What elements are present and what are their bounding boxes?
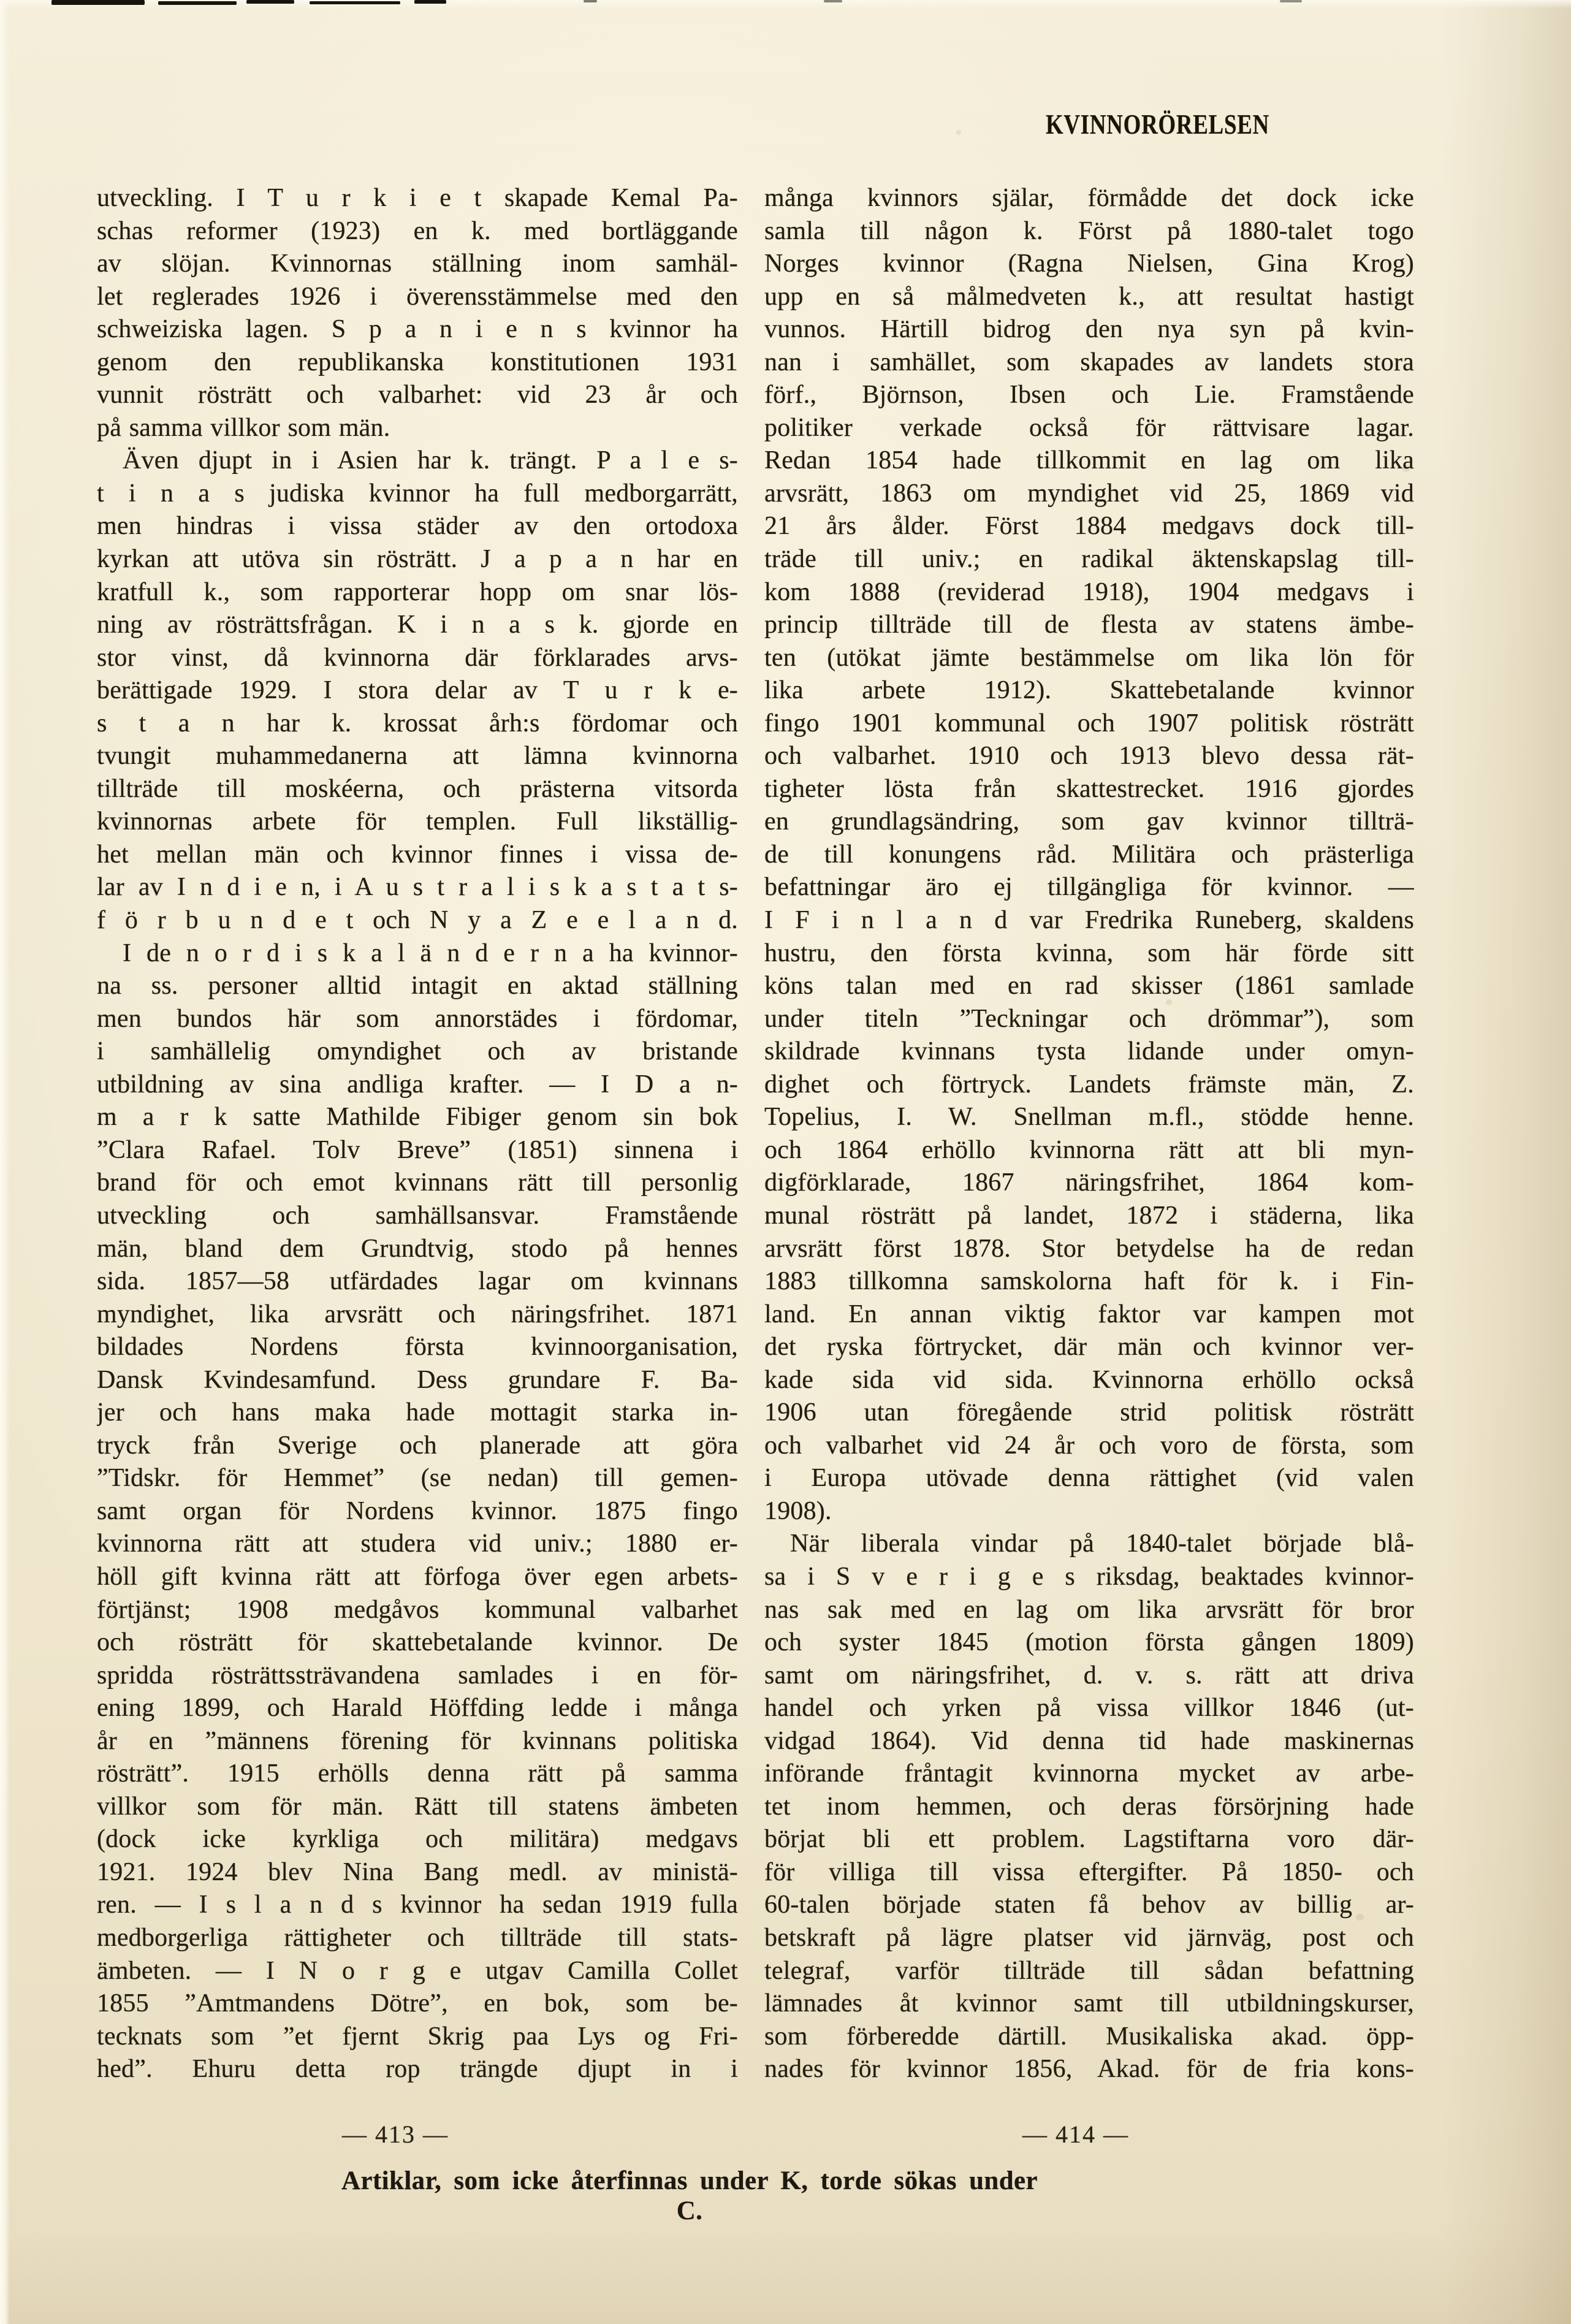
text-line: princip tillträde till de flesta av statens ämbe- [764,611,1414,639]
text-line: het mellan män och kvinnor finnes i vissa de- [97,840,738,869]
text-line: men bundos här som annorstädes i fördomar, [97,1004,738,1033]
text-line: träde till univ.; en radikal äktenskapslag till- [764,545,1414,574]
text-line: på samma villkor som män. [97,413,390,442]
scan-artifact-dash [310,1,400,4]
text-line: tet inom hemmen, och deras försörjning hade [764,1792,1414,1821]
text-line: samla till någon k. Först på 1880-talet togo [764,216,1414,245]
text-line: ren. — I s l a n d s kvinnor ha sedan 1919 fulla [97,1891,738,1919]
footer-note: Artiklar, som icke återfinnas under K, torde sökas under C. [341,2166,1038,2225]
text-line: vunnit rösträtt och valbarhet: vid 23 år och [97,381,738,410]
page-number-left: — 413 — [342,2120,449,2148]
text-line: samt om näringsfrihet, d. v. s. rätt att driva [764,1661,1414,1690]
text-line: fingo 1901 kommunal och 1907 politisk rösträtt [764,709,1414,737]
text-line: När liberala vindar på 1840-talet började blå- [790,1530,1414,1558]
text-line: tecknats som ”et fjernt Skrig paa Lys og Fri- [97,2022,738,2051]
page-number-right: — 414 — [1022,2120,1129,2148]
text-line: sida. 1857—58 utfärdades lagar om kvinnans [97,1267,738,1296]
text-line: Norges kvinnor (Ragna Nielsen, Gina Krog) [764,250,1414,278]
text-line: rösträtt”. 1915 erhölls denna rätt på samma [97,1759,738,1788]
text-line: utveckling. I T u r k i e t skapade Kemal Pa- [97,184,738,212]
scan-artifact-dash [246,0,294,4]
text-line: och valbarhet. 1910 och 1913 blevo dessa rät- [764,742,1414,771]
text-line: det ryska förtrycket, där män och kvinnor ver- [764,1333,1414,1362]
text-line: digförklarade, 1867 näringsfrihet, 1864 kom- [764,1168,1414,1197]
text-line: utbildning av sina andliga krafter. — I D a n- [97,1070,738,1099]
text-line: hustru, den första kvinna, som här förde sitt [764,939,1414,967]
scan-artifact-dash [158,1,237,5]
text-line: hed”. Ehuru detta rop trängde djupt in i [97,2055,738,2084]
text-line: spridda rösträttssträvandena samlades i en för- [97,1661,738,1690]
text-line: år en ”männens förening för kvinnans politiska [97,1726,738,1755]
text-line: berättigade 1929. I stora delar av T u r k e- [97,676,738,705]
text-line: i samhällelig omyndighet och av bristande [97,1037,738,1066]
text-line: tillträde till moskéerna, och prästerna vitsorda [97,774,738,803]
scan-artifact-dash [51,0,145,5]
text-line: kratfull k., som rapporterar hopp om snar lös- [97,577,738,606]
text-line: telegraf, varför tillträde till sådan befattning [764,1956,1414,1985]
text-line: t i n a s judiska kvinnor ha full medborgarrätt, [97,479,738,508]
text-line: 1855 ”Amtmandens Dötre”, en bok, som be- [97,1989,738,2018]
text-line: höll gift kvinna rätt att förfoga över egen arbets- [97,1562,738,1591]
text-line: na ss. personer alltid intagit en aktad ställning [97,972,738,1000]
text-line: lika arbete 1912). Skattebetalande kvinnor [764,676,1414,705]
page-curvature-shade [1442,0,1571,2324]
text-line: förtjänst; 1908 medgåvos kommunal valbarhet [97,1595,738,1624]
text-line: tigheter lösta från skattestrecket. 1916 gjordes [764,774,1414,803]
text-line: betskraft på lägre platser vid järnväg, post och [764,1923,1414,1952]
text-line: Topelius, I. W. Snellman m.fl., stödde henne. [764,1103,1414,1132]
text-line: av slöjan. Kvinnornas ställning inom samhäl- [97,250,738,278]
text-line: och 1864 erhöllo kvinnorna rätt att bli myn- [764,1135,1414,1164]
text-line: börjat bli ett problem. Lagstiftarna voro där- [764,1825,1414,1854]
text-line: lar av I n d i e n, i A u s t r a l i s k a s t a t s- [97,873,738,902]
text-line: brand för och emot kvinnans rätt till personlig [97,1168,738,1197]
text-line: I F i n l a n d var Fredrika Runeberg, skaldens [764,906,1414,935]
text-line: Dansk Kvindesamfund. Dess grundare F. Ba- [97,1365,738,1394]
text-line: 1921. 1924 blev Nina Bang medl. av ministä- [97,1857,738,1886]
scan-artifact-dash [1280,0,1302,2]
text-line: men hindras i vissa städer av den ortodoxa [97,512,738,541]
text-line: handel och yrken på vissa villkor 1846 (ut- [764,1694,1414,1723]
text-line: samt organ för Nordens kvinnor. 1875 fingo [97,1496,738,1525]
text-line: och syster 1845 (motion första gången 1809) [764,1628,1414,1657]
column-left [97,182,738,2086]
text-line: i Europa utövade denna rättighet (vid valen [764,1464,1414,1493]
text-line: under titeln ”Teckningar och drömmar”), som [764,1004,1414,1033]
text-line: nas sak med en lag om lika arvsrätt för bror [764,1595,1414,1624]
text-line: m a r k satte Mathilde Fibiger genom sin bok [97,1103,738,1132]
page-title: KVINNORÖRELSEN [1046,109,1269,140]
text-line: myndighet, lika arvsrätt och näringsfrihet. 1871 [97,1300,738,1328]
text-line: ten (utökat jämte bestämmelse om lika lön för [764,643,1414,672]
text-line: köns talan med en rad skisser (1861 samlade [764,972,1414,1000]
text-line: schas reformer (1923) en k. med bortläggande [97,216,738,245]
text-line: sa i S v e r i g e s riksdag, beaktades kvinnor- [764,1562,1414,1591]
text-line: bildades Nordens första kvinnoorganisation, [97,1333,738,1362]
text-line: schweiziska lagen. S p a n i e n s kvinnor ha [97,315,738,344]
text-line: och valbarhet vid 24 år och voro de första, som [764,1431,1414,1460]
bottom-shade [0,2226,1571,2324]
text-line: dighet och förtryck. Landets främste män, Z. [764,1070,1414,1099]
text-line: och rösträtt för skattebetalande kvinnor. De [97,1628,738,1657]
scan-artifact-dash [414,0,446,4]
text-line: let reglerades 1926 i överensstämmelse med den [97,282,738,311]
text-line: vidgad 1864). Vid denna tid hade maskinernas [764,1726,1414,1755]
text-line: Redan 1854 hade tillkommit en lag om lika [764,446,1414,475]
scan-artifact-dash [584,0,597,2]
text-line: 21 års ålder. Först 1884 medgavs dock till- [764,512,1414,541]
foxing-spot [956,130,961,135]
text-line: många kvinnors själar, förmådde det dock icke [764,184,1414,212]
text-line: munal rösträtt på landet, 1872 i städerna, lika [764,1201,1414,1230]
text-line: (dock icke kyrkliga och militära) medgavs [97,1825,738,1854]
text-line: genom den republikanska konstitutionen 1931 [97,348,738,376]
text-line: villkor som för män. Rätt till statens ämbeten [97,1792,738,1821]
text-line: politiker verkade också för rättvisare lagar. [764,413,1414,442]
text-line: medborgerliga rättigheter och tillträde till stats- [97,1923,738,1952]
text-line: som förberedde därtill. Musikaliska akad. öpp- [764,2022,1414,2051]
text-line: lämnades åt kvinnor samt till utbildningskurser, [764,1989,1414,2018]
text-line: ening 1899, och Harald Höffding ledde i många [97,1694,738,1723]
text-line: Även djupt in i Asien har k. trängt. P a l e s- [123,446,738,475]
text-line: kade sida vid sida. Kvinnorna erhöllo också [764,1365,1414,1394]
text-line: män, bland dem Grundtvig, stodo på hennes [97,1234,738,1263]
text-line: vunnos. Härtill bidrog den nya syn på kvin- [764,315,1414,344]
text-line: tryck från Sverige och planerade att göra [97,1431,738,1460]
text-line: upp en så målmedveten k., att resultat hastigt [764,282,1414,311]
text-line: 1908). [764,1496,832,1525]
text-line: 1883 tillkomna samskolorna haft för k. i Fin- [764,1267,1414,1296]
scan-artifact-dash [824,0,842,2]
text-line: land. En annan viktig faktor var kampen mot [764,1300,1414,1328]
text-line: förf., Björnson, Ibsen och Lie. Framstående [764,381,1414,410]
text-line: nan i samhället, som skapades av landets stora [764,348,1414,376]
text-line: ”Clara Rafael. Tolv Breve” (1851) sinnena i [97,1135,738,1164]
text-line: tvungit muhammedanerna att lämna kvinnorna [97,742,738,771]
text-line: 60-talen började staten få behov av billig ar- [764,1891,1414,1919]
text-line: kyrkan att utöva sin rösträtt. J a p a n har en [97,545,738,574]
text-line: för villiga till vissa eftergifter. På 1850- och [764,1857,1414,1886]
column-right [764,182,1414,2086]
text-line: I de n o r d i s k a l ä n d e r n a ha kvinnor- [123,939,738,967]
text-line: nades för kvinnor 1856, Akad. för de fria kons- [764,2055,1414,2084]
text-line: arvsrätt, 1863 om myndighet vid 25, 1869 vid [764,479,1414,508]
text-line: ämbeten. — I N o r g e utgav Camilla Collet [97,1956,738,1985]
text-line: f ö r b u n d e t och N y a Z e e l a n d. [97,906,738,935]
text-line: stor vinst, då kvinnorna där förklarades arvs- [97,643,738,672]
text-line: en grundlagsändring, som gav kvinnor tillträ- [764,807,1414,836]
text-line: skildrade kvinnans tysta lidande under omyn- [764,1037,1414,1066]
scan-edge-left [0,0,10,2324]
text-line: ning av rösträttsfrågan. K i n a s k. gjorde en [97,611,738,639]
text-line: införande fråntagit kvinnorna mycket av arbe- [764,1759,1414,1788]
text-line: kvinnornas arbete för templen. Full likställig- [97,807,738,836]
text-line: utveckling och samhällsansvar. Framstående [97,1201,738,1230]
text-line: kvinnorna rätt att studera vid univ.; 1880 er- [97,1530,738,1558]
text-line: 1906 utan föregående strid politisk rösträtt [764,1398,1414,1427]
text-line: ”Tidskr. för Hemmet” (se nedan) till gemen- [97,1464,738,1493]
text-line: arvsrätt först 1878. Stor betydelse ha de redan [764,1234,1414,1263]
text-line: de till konungens råd. Militära och prästerliga [764,840,1414,869]
text-line: befattningar äro ej tillgängliga för kvinnor. — [764,873,1414,902]
text-line: kom 1888 (reviderad 1918), 1904 medgavs i [764,577,1414,606]
text-line: jer och hans maka hade mottagit starka in- [97,1398,738,1427]
text-line: s t a n har k. krossat årh:s fördomar och [97,709,738,737]
